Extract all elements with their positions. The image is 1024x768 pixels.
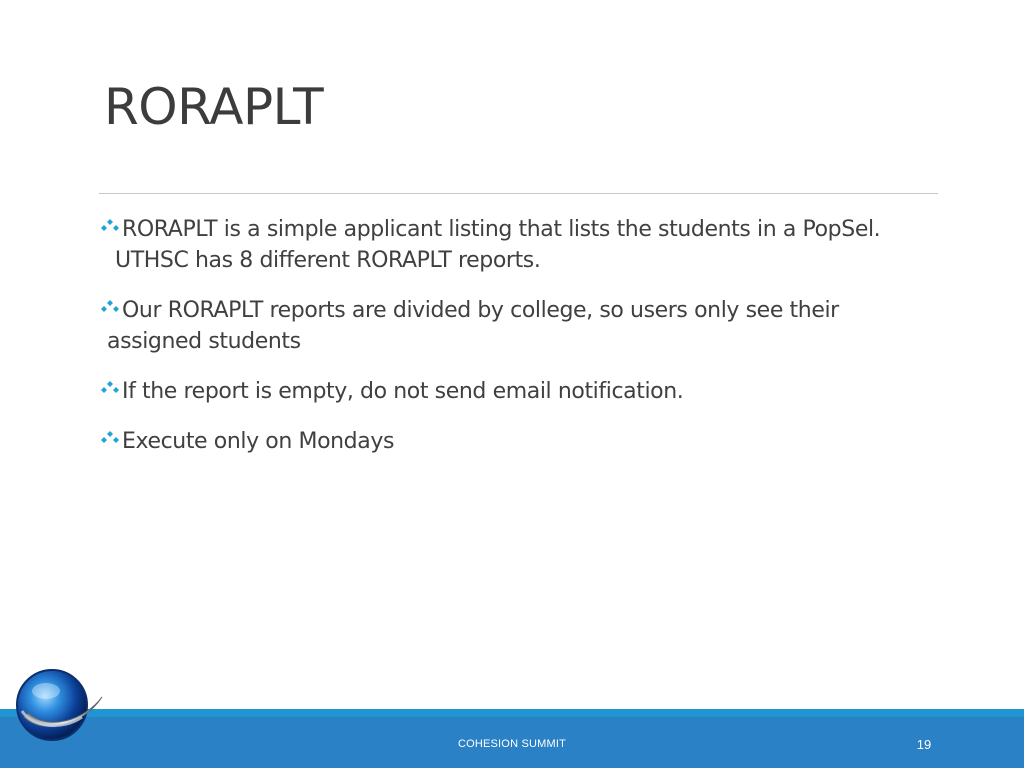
bullet-text: RORAPLT is a simple applicant listing that lists the students in a PopSel. bbox=[122, 217, 881, 242]
bullet-item bbox=[99, 295, 949, 357]
bullet-item bbox=[99, 426, 949, 457]
diamond-bullet-icon bbox=[99, 298, 121, 320]
bullet-item bbox=[99, 214, 949, 276]
page-number: 19 bbox=[916, 737, 932, 752]
globe-logo-icon bbox=[12, 665, 106, 747]
bullet-text: If the report is empty, do not send email notification. bbox=[122, 379, 684, 404]
bullet-item bbox=[99, 376, 949, 407]
slide-title: RORAPLT bbox=[104, 78, 324, 136]
diamond-bullet-icon bbox=[99, 379, 121, 401]
title-divider bbox=[99, 193, 938, 194]
diamond-bullet-icon bbox=[99, 429, 121, 451]
footer-text: COHESION SUMMIT bbox=[457, 738, 567, 750]
diamond-bullet-icon bbox=[99, 217, 121, 239]
bullet-text: Our RORAPLT reports are divided by college, so users only see their bbox=[122, 298, 839, 323]
bullet-text: Execute only on Mondays bbox=[122, 429, 395, 454]
footer-stripe bbox=[0, 709, 1024, 717]
bullet-text-continued: assigned students bbox=[107, 329, 301, 354]
bullet-text-continued: UTHSC has 8 different RORAPLT reports. bbox=[115, 248, 541, 273]
bullet-list bbox=[99, 214, 949, 476]
